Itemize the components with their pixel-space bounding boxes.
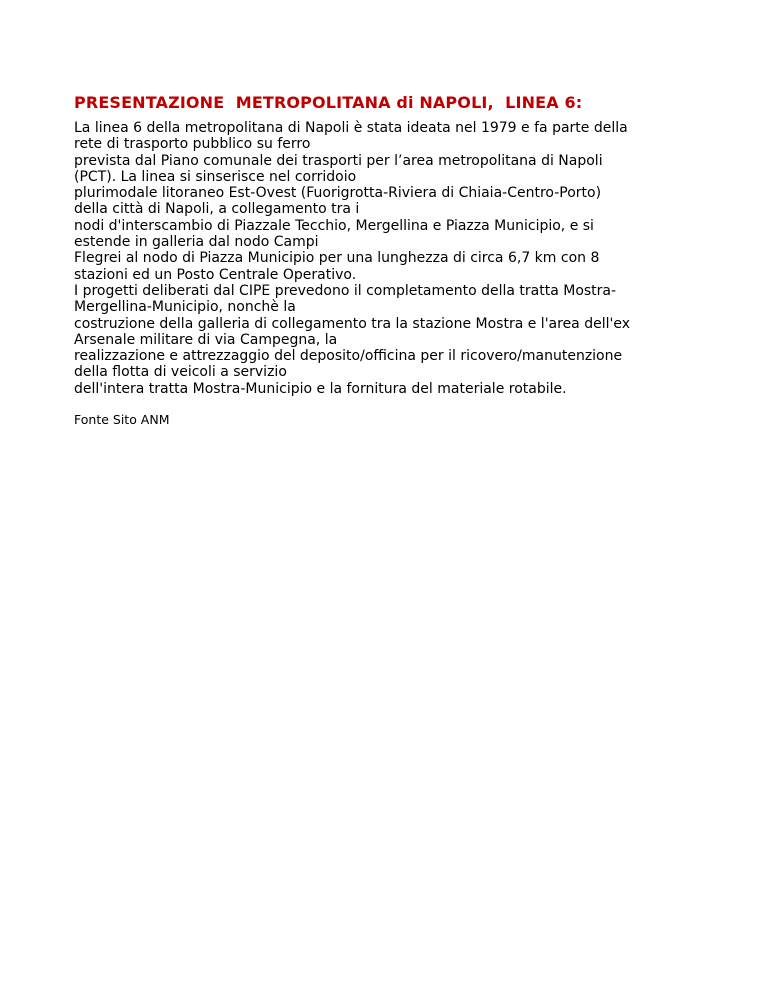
- source-note: Fonte Sito ANM: [74, 412, 170, 428]
- body-line: Flegrei al nodo di Piazza Municipio per una lunghezza di circa 6,7 km con 8: [74, 250, 600, 267]
- document-body: [74, 120, 704, 397]
- body-line: (PCT). La linea si sinserisce nel corridoio: [74, 168, 357, 185]
- document-title: PRESENTAZIONE METROPOLITANA di NAPOLI, LINEA 6:: [74, 93, 583, 112]
- body-line: costruzione della galleria di collegamento tra la stazione Mostra e l'area dell'ex: [74, 315, 630, 332]
- body-line: prevista dal Piano comunale dei trasporti per l’area metropolitana di Napoli: [74, 152, 603, 169]
- body-line: rete di trasporto pubblico su ferro: [74, 136, 311, 153]
- body-line: Arsenale militare di via Campegna, la: [74, 331, 338, 348]
- body-line: della città di Napoli, a collegamento tra i: [74, 201, 360, 218]
- body-line: dell'intera tratta Mostra-Municipio e la fornitura del materiale rotabile.: [74, 380, 567, 397]
- body-line: stazioni ed un Posto Centrale Operativo.: [74, 266, 357, 283]
- body-line: della flotta di veicoli a servizio: [74, 364, 287, 381]
- body-line: nodi d'interscambio di Piazzale Tecchio, Mergellina e Piazza Municipio, e si: [74, 217, 594, 234]
- body-line: Mergellina-Municipio, nonchè la: [74, 299, 296, 316]
- document-page: [74, 92, 704, 428]
- body-line: La linea 6 della metropolitana di Napoli è stata ideata nel 1979 e fa parte della: [74, 120, 628, 136]
- body-line: realizzazione e attrezzaggio del deposito/officina per il ricovero/manutenzione: [74, 348, 623, 365]
- body-line: I progetti deliberati dal CIPE prevedono il completamento della tratta Mostra-: [74, 282, 617, 299]
- body-line: plurimodale litoraneo Est-Ovest (Fuorigrotta-Riviera di Chiaia-Centro-Porto): [74, 185, 602, 202]
- body-line: estende in galleria dal nodo Campi: [74, 234, 319, 251]
